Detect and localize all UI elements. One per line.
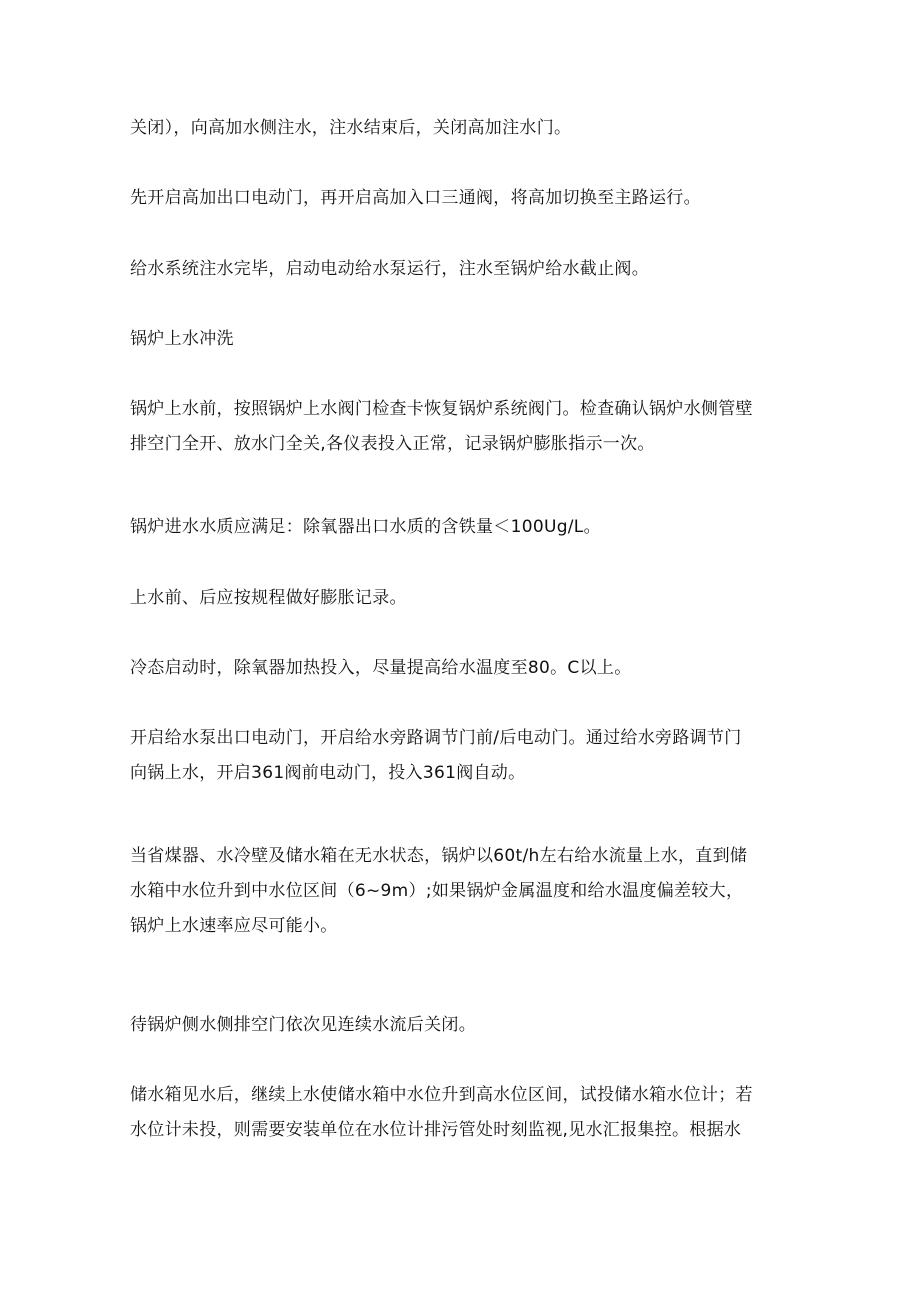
text-line: 水位计未投，则需要安装单位在水位计排污管处时刻监视,见水汇报集控。根据水 xyxy=(130,1120,742,1140)
text-line: 关闭），向高加水侧注水，注水结束后，关闭高加注水门。 xyxy=(130,118,572,138)
paragraph-7 xyxy=(130,581,810,616)
paragraph-10 xyxy=(130,839,810,944)
paragraph-1 xyxy=(130,111,810,146)
text-line: 锅炉上水前，按照锅炉上水阀门检查卡恢复锅炉系统阀门。检查确认锅炉水侧管壁 xyxy=(130,399,753,419)
paragraph-8 xyxy=(130,651,810,686)
text-line: 锅炉上水冲洗 xyxy=(130,329,234,349)
paragraph-9 xyxy=(130,721,810,791)
paragraph-6 xyxy=(130,510,810,545)
text-line: 上水前、后应按规程做好膨胀记录。 xyxy=(130,588,407,608)
text-line: 锅炉进水水质应满足：除氧器出口水质的含铁量＜100Ug/L。 xyxy=(130,517,601,537)
text-line: 待锅炉侧水侧排空门依次见连续水流后关闭。 xyxy=(130,1015,476,1035)
section-heading xyxy=(130,322,810,357)
text-line: 给水系统注水完毕，启动电动给水泵运行，注水至锅炉给水截止阀。 xyxy=(130,259,649,279)
paragraph-2 xyxy=(130,181,810,216)
paragraph-11 xyxy=(130,1008,810,1043)
paragraph-3 xyxy=(130,252,810,287)
text-line: 锅炉上水速率应尽可能小。 xyxy=(130,916,338,936)
text-line: 当省煤器、水冷壁及储水箱在无水状态，锅炉以60t/h左右给水流量上水，直到储 xyxy=(130,846,748,866)
text-line: 向锅上水，开启361阀前电动门，投入361阀自动。 xyxy=(130,763,526,783)
text-line: 水箱中水位升到中水位区间（6~9m）;如果锅炉金属温度和给水温度偏差较大， xyxy=(130,881,744,901)
text-line: 排空门全开、放水门全关,各仪表投入正常，记录锅炉膨胀指示一次。 xyxy=(130,434,655,454)
text-line: 冷态启动时，除氧器加热投入，尽量提高给水温度至80。C以上。 xyxy=(130,658,632,678)
text-line: 开启给水泵出口电动门，开启给水旁路调节门前/后电动门。通过给水旁路调节门 xyxy=(130,728,742,748)
text-line: 先开启高加出口电动门，再开启高加入口三通阀，将高加切换至主路运行。 xyxy=(130,188,701,208)
text-line: 储水箱见水后，继续上水使储水箱中水位升到高水位区间，试投储水箱水位计；若 xyxy=(130,1085,753,1105)
paragraph-5 xyxy=(130,392,810,462)
paragraph-12 xyxy=(130,1078,810,1148)
